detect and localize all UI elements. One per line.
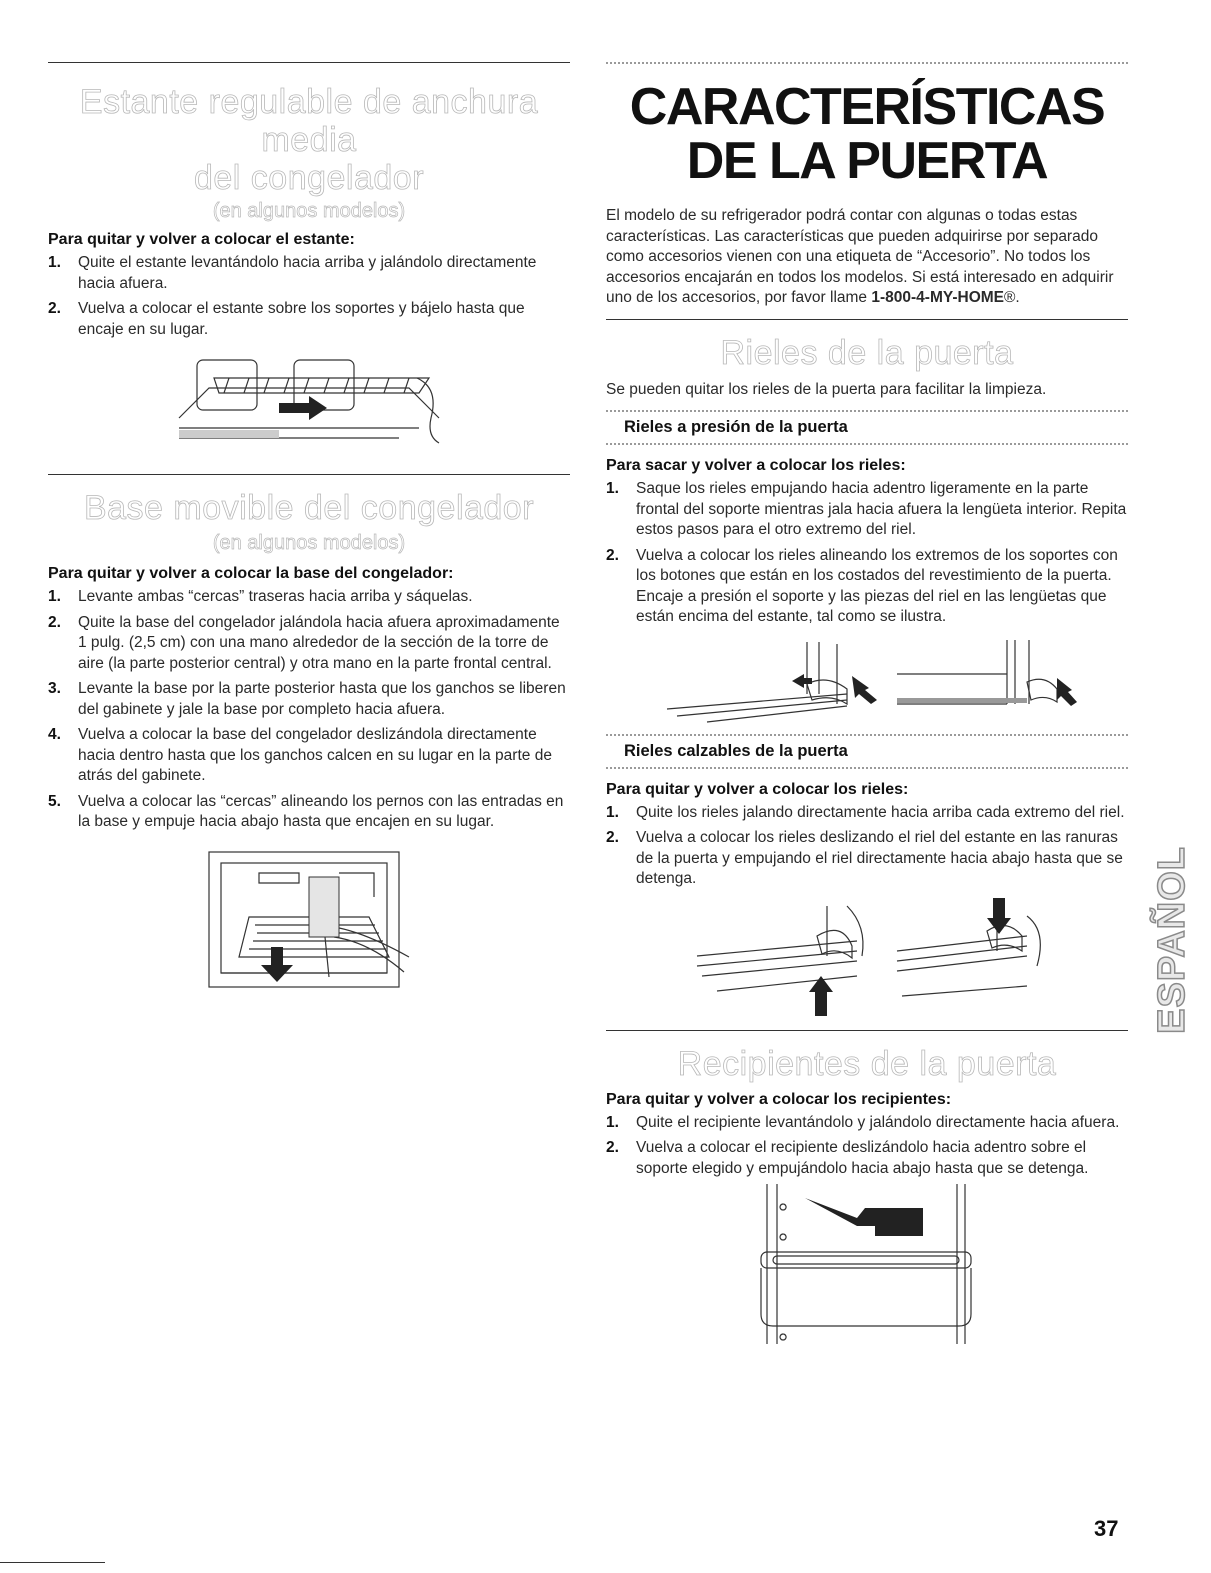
door-bins-section <box>606 1045 1128 1350</box>
section-title-line1: Estante regulable de anchura media <box>79 83 539 159</box>
section-divider <box>48 62 570 63</box>
shelf-illustration <box>169 348 449 448</box>
list-item: 1. Quite los rieles jalando directamente hacia arriba cada extremo del riel. <box>606 803 1125 821</box>
section-intro: Se pueden quitar los rieles de la puerta para facilitar la limpieza. <box>606 380 1047 398</box>
intro-paragraph: El modelo de su refrigerador podrá contar con algunas o todas estas características. Las características que pueden adquirirse por separado como accesorios vienen con una etiqueta de “Accesorio”. No todos los accesorios encajarán en todos los modelos. Si está interesado en adquirir uno de los accesorios, por favor llame 1-800-4-MY-HOME®. <box>606 207 1114 306</box>
band-bottom-rule <box>606 443 1128 445</box>
steps-list <box>606 803 1128 890</box>
list-item: 1. Quite el estante levantándolo hacia arriba y jalándolo directamente hacia afuera. <box>48 254 537 292</box>
section-title-line2: del congelador <box>193 159 425 197</box>
language-label: ESPAÑOL <box>1150 846 1193 1034</box>
top-dotted-rule <box>606 62 1128 64</box>
band-bottom-rule <box>606 767 1128 769</box>
list-item: 5. Vuelva a colocar las “cercas” alineando los pernos con las entradas en la base y empuje hacia abajo hasta que encajen en su lugar. <box>48 792 564 830</box>
section-divider <box>606 319 1128 320</box>
section-title: Recipientes de la puerta <box>677 1044 1057 1083</box>
page-title-line2: DE LA PUERTA <box>686 132 1048 190</box>
band-heading: Rieles a presión de la puerta <box>624 418 848 436</box>
list-item: 4. Vuelva a colocar la base del congelador deslizándola directamente hacia dentro hasta que los ganchos calcen en su lugar en la parte de atrás del gabinete. <box>48 726 552 784</box>
steps-list <box>606 1113 1128 1180</box>
list-item: 2. Vuelva a colocar el estante sobre los soportes y bájelo hasta que encaje en su lugar. <box>48 300 525 338</box>
section-title: Rieles de la puerta <box>720 333 1014 372</box>
instructions-heading: Para quitar y volver a colocar los recipientes: <box>606 1090 952 1108</box>
steps-list <box>48 253 570 340</box>
list-item: 2. Vuelva a colocar los rieles deslizando el riel del estante en las ranuras de la puerta y empujando el riel directamente hacia abajo hasta que se detenga. <box>606 829 1123 887</box>
page-number: 37 <box>1094 1516 1119 1541</box>
list-item: 2. Vuelva a colocar los rieles alineando los extremos de los soportes con los botones que están en los costados del revestimiento de la puerta. Encaje a presión el soporte y las piezas del riel en las lengüetas que están encima del estante, tal como se ilustra. <box>606 546 1118 625</box>
page-title-line1: CARACTERÍSTICAS <box>629 78 1105 136</box>
fitted-rails-illustration <box>677 896 1057 1016</box>
instructions-heading: Para quitar y volver a colocar el estante: <box>48 231 355 248</box>
language-side-tab <box>1150 816 1194 1064</box>
list-item: 3. Levante la base por la parte posterior hasta que los ganchos se liberen del gabinete y jale la base por completo hacia afuera. <box>48 680 566 718</box>
instructions-heading: Para quitar y volver a colocar los rieles: <box>606 780 909 798</box>
list-item: 2. Quite la base del congelador jalándola hacia afuera aproximadamente 1 pulg. (2,5 cm) con una mano alrededor de la sección de la torre de aire (la parte posterior central) y otra mano en la parte frontal central. <box>48 613 560 672</box>
section-divider <box>48 474 570 475</box>
list-item: 1. Saque los rieles empujando hacia adentro ligeramente en la parte frontal del soporte mientras jala hacia afuera la lengüeta interior. Repita estos pasos para el otro extremo del riel. <box>606 480 1127 538</box>
press-rails-illustration <box>647 634 1087 726</box>
freezer-shelf-section <box>48 83 570 448</box>
steps-list <box>48 587 570 833</box>
section-subtitle: (en algunos modelos) <box>212 200 406 222</box>
instructions-heading: Para quitar y volver a colocar la base del congelador: <box>48 565 454 582</box>
steps-list <box>606 479 1128 628</box>
freezer-base-illustration <box>199 847 419 997</box>
list-item: 1. Quite el recipiente levantándolo y jalándolo directamente hacia afuera. <box>606 1113 1120 1131</box>
left-column <box>48 62 570 997</box>
door-rails-section <box>606 334 1128 1016</box>
section-subtitle: (en algunos modelos) <box>212 532 406 554</box>
band-heading: Rieles calzables de la puerta <box>624 741 848 760</box>
list-item: 1. Levante ambas “cercas” traseras hacia arriba y sáquelas. <box>48 588 473 605</box>
right-column <box>606 62 1128 1349</box>
freezer-base-section <box>48 489 570 997</box>
footer-rule <box>0 1562 105 1563</box>
phone-number: 1-800-4-MY-HOME <box>871 289 1005 306</box>
section-title: Base movible del congelador <box>83 489 535 527</box>
instructions-heading: Para sacar y volver a colocar los rieles: <box>606 457 906 474</box>
door-bin-illustration <box>747 1184 987 1349</box>
section-divider <box>606 1030 1128 1031</box>
list-item: 2. Vuelva a colocar el recipiente deslizándolo hacia adentro sobre el soporte elegido y empujándolo hacia abajo hasta que se detenga. <box>606 1139 1089 1177</box>
